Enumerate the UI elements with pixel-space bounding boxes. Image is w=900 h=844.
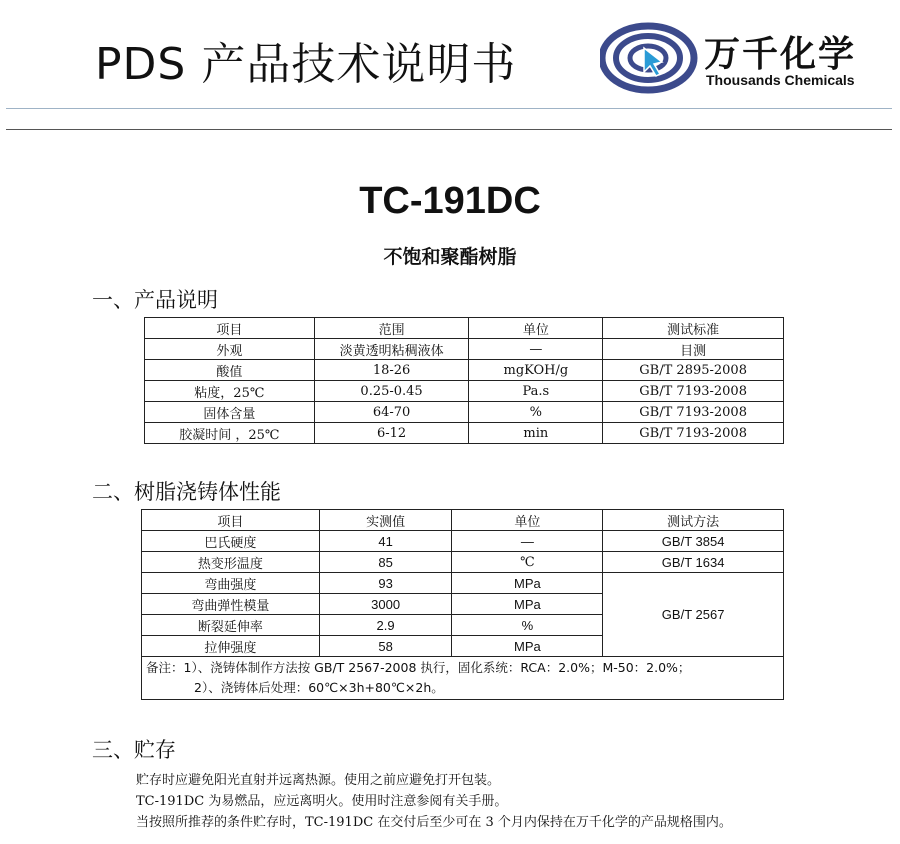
cell: 3000 <box>319 594 452 615</box>
table-header-row <box>142 510 784 531</box>
cell: 2.9 <box>319 615 452 636</box>
header-divider-light <box>6 108 892 109</box>
table-row <box>145 339 784 360</box>
cell: Pa.s <box>469 381 603 402</box>
header-cell: 测试标准 <box>603 318 784 339</box>
storage-line: TC-191DC 为易燃品，应远离明火。使用时注意参阅有关手册。 <box>136 794 508 809</box>
product-spec-table <box>144 317 784 444</box>
cell: 6-12 <box>314 423 469 444</box>
table-row <box>142 531 784 552</box>
header-cell: 项目 <box>145 318 315 339</box>
cell: ℃ <box>452 552 603 573</box>
table-row <box>142 552 784 573</box>
cell: 断裂延伸率 <box>142 615 320 636</box>
cell: 0.25-0.45 <box>314 381 469 402</box>
cell: % <box>452 615 603 636</box>
storage-line: 当按照所推荐的条件贮存时，TC-191DC 在交付后至少可在 3 个月内保持在万千化学的产品规格围内。 <box>136 815 732 830</box>
cell: GB/T 7193-2008 <box>603 423 784 444</box>
cell: 淡黄透明粘稠液体 <box>314 339 469 360</box>
table-row <box>142 573 784 594</box>
table-row <box>145 360 784 381</box>
table-note-row <box>142 657 784 700</box>
header-cell: 范围 <box>314 318 469 339</box>
table-note <box>142 657 784 700</box>
cell: GB/T 2895-2008 <box>603 360 784 381</box>
logo-name-en: Thousands Chemicals <box>706 72 855 88</box>
cell: 拉伸强度 <box>142 636 320 657</box>
cell: GB/T 3854 <box>603 531 784 552</box>
storage-text <box>136 770 732 833</box>
cell: — <box>469 339 603 360</box>
cell: GB/T 1634 <box>603 552 784 573</box>
cell: mgKOH/g <box>469 360 603 381</box>
cell: 巴氏硬度 <box>142 531 320 552</box>
cell: — <box>452 531 603 552</box>
cell: 85 <box>319 552 452 573</box>
cell: 64-70 <box>314 402 469 423</box>
header-cell: 实测值 <box>319 510 452 531</box>
product-name: 不饱和聚酯树脂 <box>383 246 517 268</box>
storage-line: 贮存时应避免阳光直射并远离热源。使用之前应避免打开包装。 <box>136 773 501 788</box>
section-heading-storage: 三、贮存 <box>92 738 176 762</box>
header-cell: 单位 <box>469 318 603 339</box>
cell: 58 <box>319 636 452 657</box>
logo-swirl-icon <box>600 22 700 94</box>
table-header-row <box>145 318 784 339</box>
cell: 目测 <box>603 339 784 360</box>
cell: MPa <box>452 636 603 657</box>
cell: min <box>469 423 603 444</box>
header-cell: 测试方法 <box>603 510 784 531</box>
header-divider-dark <box>6 129 892 130</box>
section-heading-casting: 二、树脂浇铸体性能 <box>92 480 281 504</box>
cell: 外观 <box>145 339 315 360</box>
table-row <box>145 381 784 402</box>
cell: 酸值 <box>145 360 315 381</box>
cell: 93 <box>319 573 452 594</box>
note-line-1: 备注：1）、浇铸体制作方法按 GB/T 2567-2008 执行，固化系统：RCA：2.0%；M-50：2.0%； <box>146 660 691 675</box>
casting-properties-table <box>141 509 784 700</box>
product-code: TC-191DC <box>359 180 541 222</box>
cell: % <box>469 402 603 423</box>
cell: GB/T 7193-2008 <box>603 402 784 423</box>
document-title: PDS 产品技术说明书 <box>95 39 517 90</box>
cell: MPa <box>452 594 603 615</box>
header-cell: 单位 <box>452 510 603 531</box>
company-logo <box>600 22 870 94</box>
cell: MPa <box>452 573 603 594</box>
table-row <box>145 402 784 423</box>
cell: 热变形温度 <box>142 552 320 573</box>
cell: 胶凝时间 ，25℃ <box>145 423 315 444</box>
cell: 弯曲弹性模量 <box>142 594 320 615</box>
cell: 固体含量 <box>145 402 315 423</box>
cell: 粘度，25℃ <box>145 381 315 402</box>
cell: 18-26 <box>314 360 469 381</box>
cell: 弯曲强度 <box>142 573 320 594</box>
section-heading-description: 一、产品说明 <box>92 288 218 312</box>
cell: 41 <box>319 531 452 552</box>
note-line-2: 2）、浇铸体后处理：60℃×3h+80℃×2h。 <box>194 680 444 695</box>
cell-merged-test-method: GB/T 2567 <box>603 573 784 657</box>
header-cell: 项目 <box>142 510 320 531</box>
table-row <box>145 423 784 444</box>
logo-name-cn: 万千化学 <box>704 34 857 75</box>
cell: GB/T 7193-2008 <box>603 381 784 402</box>
